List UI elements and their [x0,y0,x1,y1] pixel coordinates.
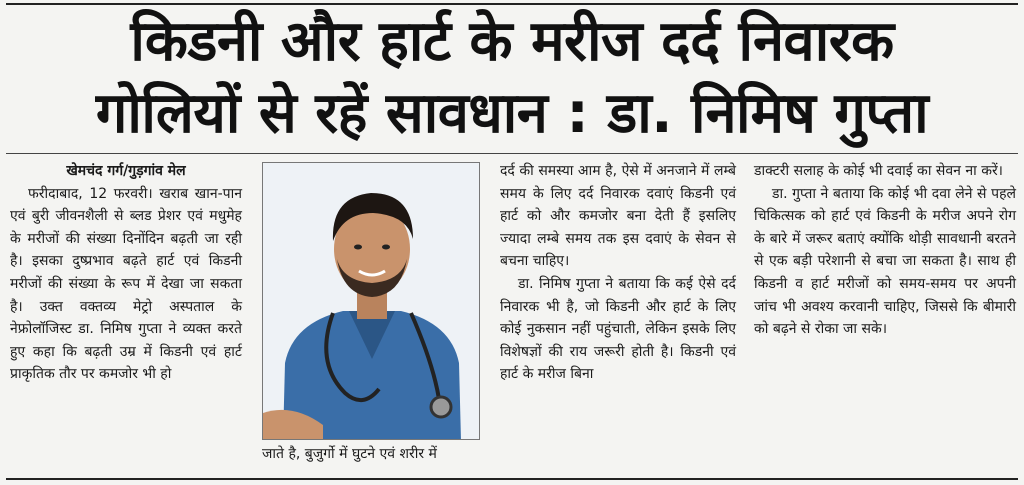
column-3-paragraph-2: डा. निमिष गुप्ता ने बताया कि कई ऐसे दर्द निवारक भी है, जो किडनी और हार्ट के लिए कोई नुकसान नहीं पहुंचाती, लेकिन इसके लिए विशेषज्ञों की राय जरूरी होती है। किडनी एवं हार्ट के मरीज बिना [500,275,736,383]
article-column-1 [10,160,242,386]
top-rule [6,3,1018,5]
headline-line-1: किडनी और हार्ट के मरीज दर्द निवारक [130,9,894,74]
doctor-portrait-icon [263,163,480,440]
column-4-paragraph-2: डा. गुप्ता ने बताया कि कोई भी दवा लेने से पहले चिकित्सक को हार्ट एवं किडनी के मरीज अपने रोग के बारे में जरूर बताएं क्योंकि थोड़ी सावधानी बरतने से एक बड़ी परेशानी से बचा जा सकता है। साथ ही किडनी व हार्ट मरीजों को समय-समय पर अपनी जांच भी अवश्य करवानी चाहिए, जिससे कि बीमारी को बढ़ने से रोका जा सके। [754,185,1016,338]
column-4-paragraph-1: डाक्टरी सलाह के कोई भी दवाई का सेवन ना करें। [754,163,1003,179]
bottom-rule [6,478,1018,480]
column-2-text: जाते है, बुजुर्गो में घुटने एवं शरीर में [262,446,437,462]
byline: खेमचंद गर्ग/गुड़गांव मेल [66,163,186,179]
column-3-paragraph-1: दर्द की समस्या आम है, ऐसे में अनजाने में लम्बे समय के लिए दर्द निवारक दवाएं किडनी एवं हार्ट को और कमजोर बना देती हैं इसलिए ज्यादा लम्बे समय तक इस दवाएं के सेवन से बचना चाहिए। [500,163,736,270]
article-column-3 [500,160,736,386]
article-column-4 [754,160,1016,341]
doctor-photo [262,162,480,440]
headline-rule [6,153,1018,154]
headline-line-2: गोलियों से रहें सावधान : डा. निमिष गुप्ता [95,81,929,146]
column-1-text: फरीदाबाद, 12 फरवरी। खराब खान-पान एवं बुरी जीवनशैली से ब्लड प्रेशर एवं मधुमेह के मरीजों की संख्या दिनोंदिन बढ़ती जा रही है। इसका दुष्प्रभाव बढ़ते हार्ट एवं किडनी मरीजों की संख्या के रूप में देखा जा सकता है। उक्त वक्तव्य मेट्रो अस्पताल के नेफ्रोलॉजिस्ट डा. निमिष गुप्ता ने व्यक्त करते हुए कहा कि बढ़ती उम्र में किडनी एवं हार्ट प्राकृतिक तौर पर कमजोर भी हो [10,185,242,383]
